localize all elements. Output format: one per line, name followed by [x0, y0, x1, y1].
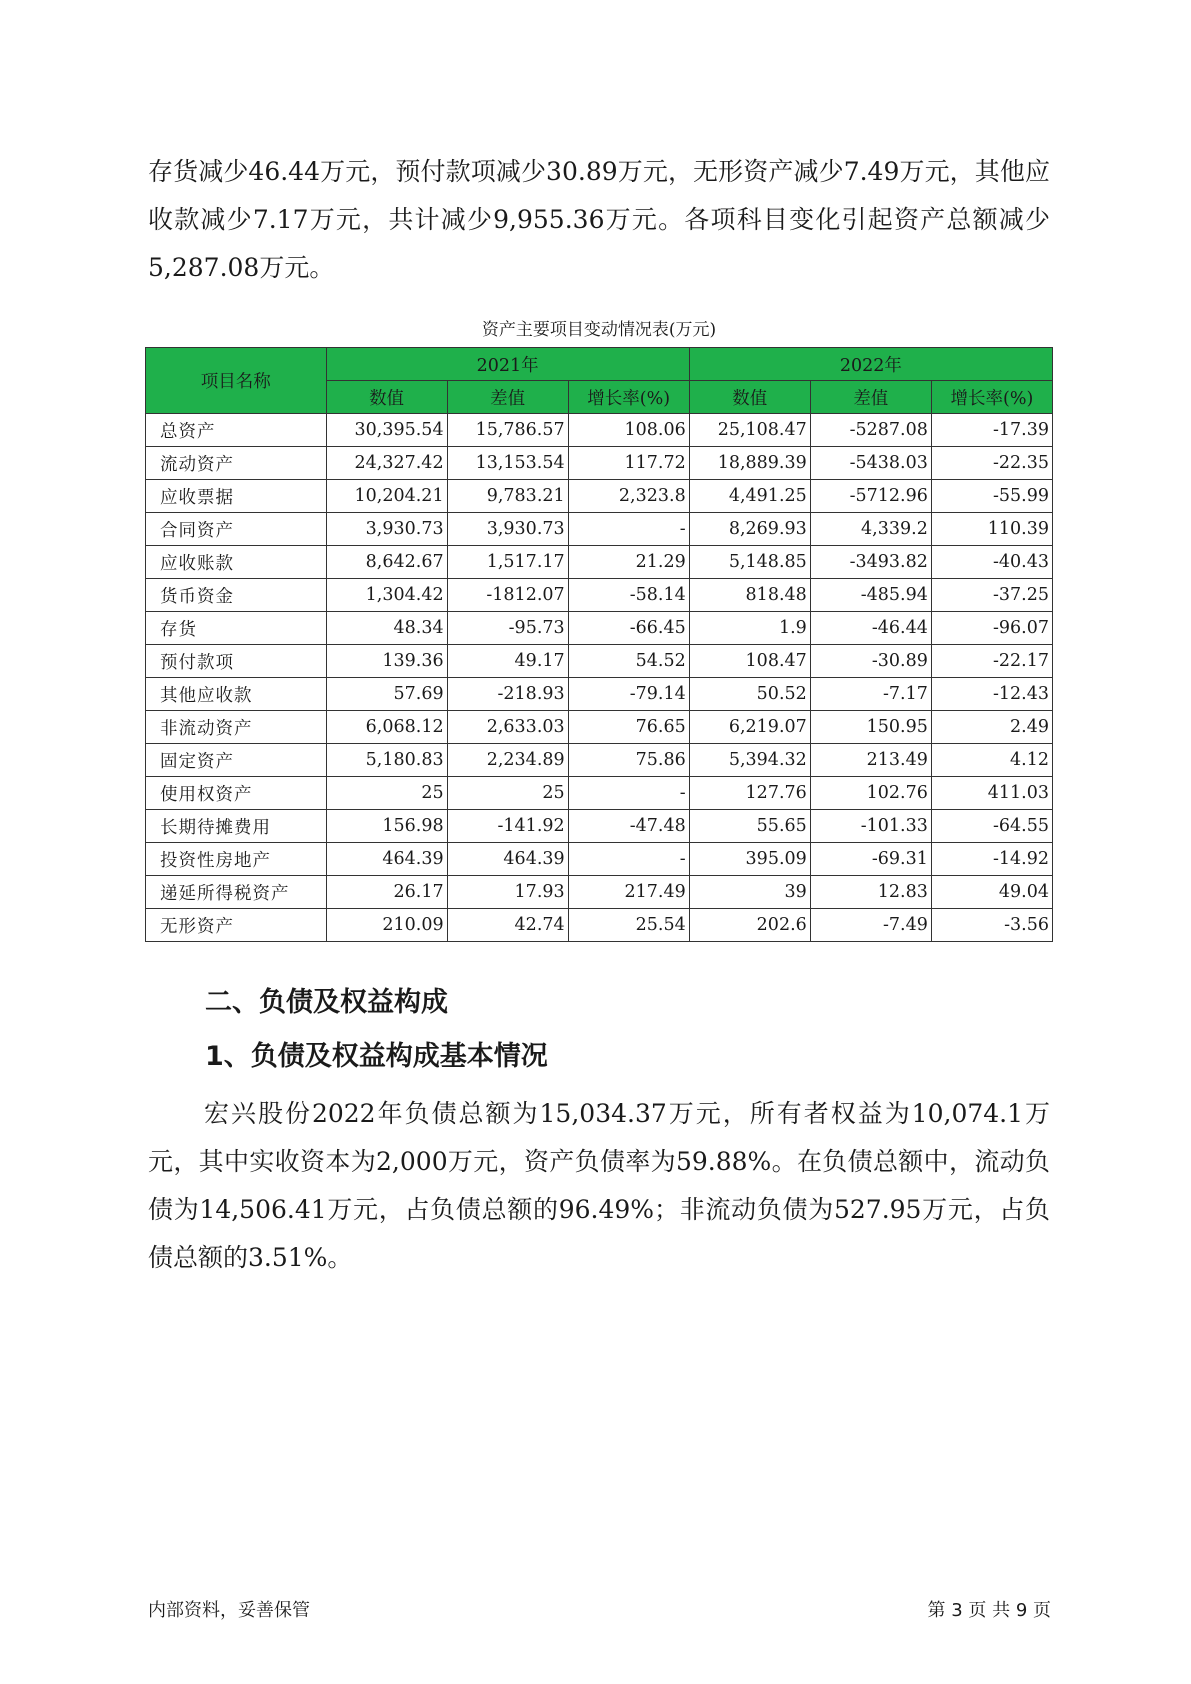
- table-row: [146, 513, 1053, 546]
- table-cell: -3.56: [931, 909, 1052, 942]
- table-caption: 资产主要项目变动情况表(万元): [481, 320, 717, 340]
- row-label: 总资产: [146, 414, 327, 447]
- table-cell: 156.98: [326, 810, 447, 843]
- table-cell: -12.43: [931, 678, 1052, 711]
- footer-page-number: 第 3 页 共 9 页: [927, 1600, 1051, 1621]
- header-value-2021: 数值: [326, 381, 447, 414]
- table-cell: 10,204.21: [326, 480, 447, 513]
- table-cell: -22.35: [931, 447, 1052, 480]
- table-cell: 117.72: [568, 447, 689, 480]
- table-row: [146, 744, 1053, 777]
- table-cell: 395.09: [689, 843, 810, 876]
- table-cell: 5,180.83: [326, 744, 447, 777]
- table-cell: 8,269.93: [689, 513, 810, 546]
- table-cell: 6,219.07: [689, 711, 810, 744]
- row-label: 无形资产: [146, 909, 327, 942]
- table-cell: 8,642.67: [326, 546, 447, 579]
- table-row: [146, 777, 1053, 810]
- table-cell: 210.09: [326, 909, 447, 942]
- table-cell: 4,339.2: [810, 513, 931, 546]
- table-row: [146, 810, 1053, 843]
- subsection-heading: 1、负债及权益构成基本情况: [205, 1041, 548, 1072]
- table-cell: 818.48: [689, 579, 810, 612]
- table-cell: -40.43: [931, 546, 1052, 579]
- table-cell: 202.6: [689, 909, 810, 942]
- section-heading: 二、负债及权益构成: [205, 987, 448, 1018]
- table-cell: 21.29: [568, 546, 689, 579]
- header-year-2021: 2021年: [326, 348, 689, 381]
- table-cell: -5712.96: [810, 480, 931, 513]
- table-cell: 17.93: [447, 876, 568, 909]
- table-cell: -37.25: [931, 579, 1052, 612]
- table-cell: -46.44: [810, 612, 931, 645]
- table-cell: 213.49: [810, 744, 931, 777]
- table-cell: 6,068.12: [326, 711, 447, 744]
- row-label: 合同资产: [146, 513, 327, 546]
- table-cell: 464.39: [447, 843, 568, 876]
- body-paragraph: 宏兴股份2022年负债总额为15,034.37万元，所有者权益为10,074.1万元，其中实收资本为2,000万元，资产负债率为59.88%。在负债总额中，流动负债为14,506.41万元，占负债总额的96.49%；非流动负债为527.95万元，占负债总额的3.51%。: [148, 1099, 1050, 1272]
- header-value-2022: 数值: [689, 381, 810, 414]
- row-label: 递延所得税资产: [146, 876, 327, 909]
- header-growth-2021: 增长率(%): [568, 381, 689, 414]
- table-cell: 217.49: [568, 876, 689, 909]
- table-cell: -7.17: [810, 678, 931, 711]
- table-cell: -3493.82: [810, 546, 931, 579]
- table-cell: -66.45: [568, 612, 689, 645]
- table-cell: -14.92: [931, 843, 1052, 876]
- table-cell: -: [568, 777, 689, 810]
- table-cell: 50.52: [689, 678, 810, 711]
- table-cell: 3,930.73: [326, 513, 447, 546]
- intro-paragraph: 存货减少46.44万元，预付款项减少30.89万元，无形资产减少7.49万元，其他应收款减少7.17万元，共计减少9,955.36万元。各项科目变化引起资产总额减少5,287.08万元。: [148, 157, 1050, 282]
- table-row: [146, 480, 1053, 513]
- asset-changes-table: [145, 347, 1053, 942]
- table-cell: -485.94: [810, 579, 931, 612]
- table-cell: 25.54: [568, 909, 689, 942]
- table-cell: 49.17: [447, 645, 568, 678]
- table-cell: 25: [447, 777, 568, 810]
- table-cell: 150.95: [810, 711, 931, 744]
- table-row: [146, 843, 1053, 876]
- table-cell: -79.14: [568, 678, 689, 711]
- table-cell: 26.17: [326, 876, 447, 909]
- row-label: 应收票据: [146, 480, 327, 513]
- table-row: [146, 447, 1053, 480]
- row-label: 其他应收款: [146, 678, 327, 711]
- table-cell: 42.74: [447, 909, 568, 942]
- table-row: [146, 414, 1053, 447]
- table-cell: -69.31: [810, 843, 931, 876]
- row-label: 应收账款: [146, 546, 327, 579]
- table-cell: -5287.08: [810, 414, 931, 447]
- table-cell: -22.17: [931, 645, 1052, 678]
- row-label: 非流动资产: [146, 711, 327, 744]
- table-cell: -7.49: [810, 909, 931, 942]
- table-cell: 12.83: [810, 876, 931, 909]
- table-cell: 39: [689, 876, 810, 909]
- row-label: 使用权资产: [146, 777, 327, 810]
- table-cell: -58.14: [568, 579, 689, 612]
- table-cell: 13,153.54: [447, 447, 568, 480]
- table-cell: 1,517.17: [447, 546, 568, 579]
- table-cell: -55.99: [931, 480, 1052, 513]
- table-row: [146, 645, 1053, 678]
- table-cell: 75.86: [568, 744, 689, 777]
- table-cell: 2,234.89: [447, 744, 568, 777]
- table-cell: -141.92: [447, 810, 568, 843]
- table-body: [146, 414, 1053, 942]
- table-cell: 54.52: [568, 645, 689, 678]
- table-cell: -96.07: [931, 612, 1052, 645]
- header-diff-2021: 差值: [447, 381, 568, 414]
- row-label: 固定资产: [146, 744, 327, 777]
- row-label: 存货: [146, 612, 327, 645]
- table-cell: 49.04: [931, 876, 1052, 909]
- table-cell: 30,395.54: [326, 414, 447, 447]
- header-item-name: 项目名称: [146, 348, 327, 414]
- table-cell: -: [568, 843, 689, 876]
- table-cell: 57.69: [326, 678, 447, 711]
- table-cell: -218.93: [447, 678, 568, 711]
- row-label: 货币资金: [146, 579, 327, 612]
- table-cell: 76.65: [568, 711, 689, 744]
- table-row: [146, 876, 1053, 909]
- table-cell: 48.34: [326, 612, 447, 645]
- table-cell: 1.9: [689, 612, 810, 645]
- footer-confidential: 内部资料，妥善保管: [148, 1600, 310, 1621]
- table-row: [146, 678, 1053, 711]
- table-row: [146, 579, 1053, 612]
- table-cell: 15,786.57: [447, 414, 568, 447]
- table-cell: 2,633.03: [447, 711, 568, 744]
- header-growth-2022: 增长率(%): [931, 381, 1052, 414]
- table-cell: 127.76: [689, 777, 810, 810]
- table-row: [146, 909, 1053, 942]
- table-cell: -17.39: [931, 414, 1052, 447]
- table-header-row-years: [146, 348, 1053, 381]
- table-cell: 25,108.47: [689, 414, 810, 447]
- table-cell: -1812.07: [447, 579, 568, 612]
- table-cell: 139.36: [326, 645, 447, 678]
- table-cell: -64.55: [931, 810, 1052, 843]
- table-cell: 4.12: [931, 744, 1052, 777]
- table-row: [146, 546, 1053, 579]
- table-cell: -5438.03: [810, 447, 931, 480]
- table-cell: -30.89: [810, 645, 931, 678]
- table-row: [146, 612, 1053, 645]
- table-cell: 55.65: [689, 810, 810, 843]
- table-cell: -: [568, 513, 689, 546]
- row-label: 长期待摊费用: [146, 810, 327, 843]
- table-cell: 25: [326, 777, 447, 810]
- table-cell: 411.03: [931, 777, 1052, 810]
- table-cell: -101.33: [810, 810, 931, 843]
- table-cell: 102.76: [810, 777, 931, 810]
- table-cell: -95.73: [447, 612, 568, 645]
- header-diff-2022: 差值: [810, 381, 931, 414]
- table-cell: -47.48: [568, 810, 689, 843]
- table-cell: 464.39: [326, 843, 447, 876]
- table-cell: 5,148.85: [689, 546, 810, 579]
- table-cell: 5,394.32: [689, 744, 810, 777]
- table-cell: 24,327.42: [326, 447, 447, 480]
- table-cell: 4,491.25: [689, 480, 810, 513]
- header-year-2022: 2022年: [689, 348, 1052, 381]
- table-cell: 110.39: [931, 513, 1052, 546]
- table-row: [146, 711, 1053, 744]
- table-cell: 2,323.8: [568, 480, 689, 513]
- table-cell: 9,783.21: [447, 480, 568, 513]
- table-cell: 3,930.73: [447, 513, 568, 546]
- table-cell: 18,889.39: [689, 447, 810, 480]
- row-label: 投资性房地产: [146, 843, 327, 876]
- table-cell: 108.06: [568, 414, 689, 447]
- table-cell: 108.47: [689, 645, 810, 678]
- table-cell: 2.49: [931, 711, 1052, 744]
- table-cell: 1,304.42: [326, 579, 447, 612]
- row-label: 流动资产: [146, 447, 327, 480]
- row-label: 预付款项: [146, 645, 327, 678]
